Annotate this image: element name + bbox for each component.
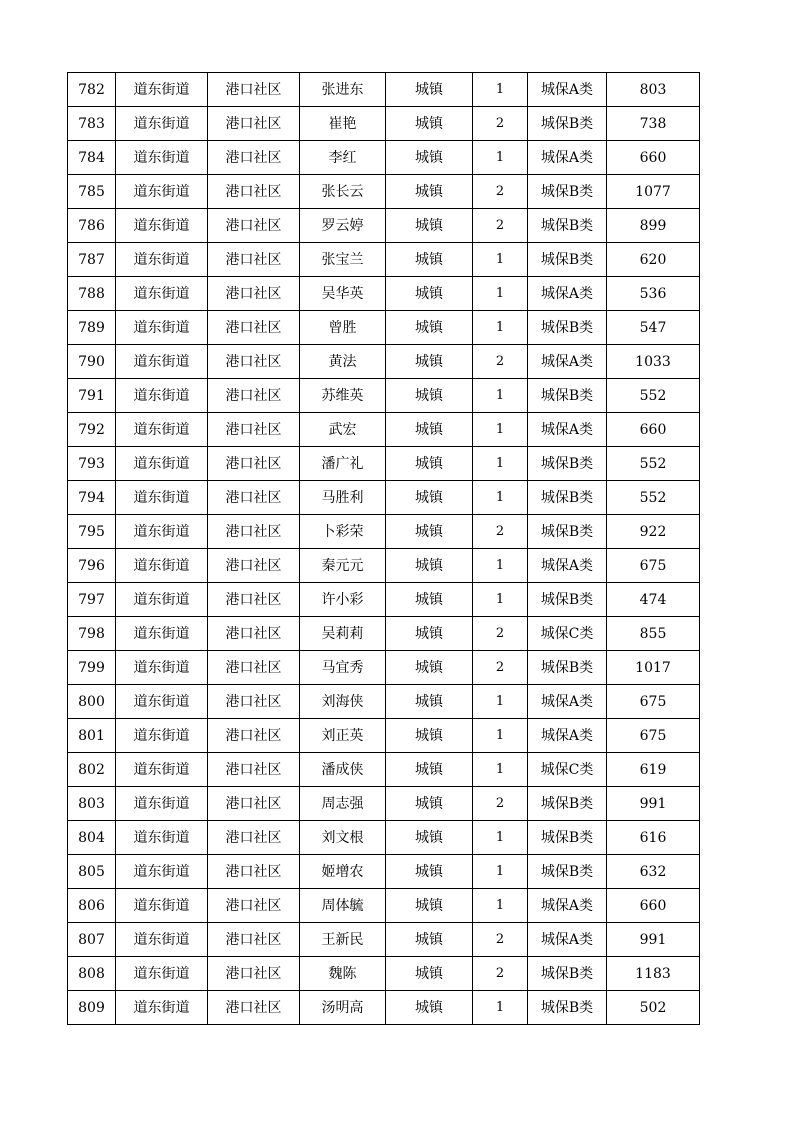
serial-number-cell: 784 — [68, 141, 116, 175]
serial-number-cell: 792 — [68, 413, 116, 447]
household-size-cell: 1 — [473, 277, 528, 311]
name-cell: 张宝兰 — [300, 243, 386, 277]
household-type-cell: 城镇 — [386, 957, 473, 991]
name-cell: 李红 — [300, 141, 386, 175]
household-size-cell: 1 — [473, 855, 528, 889]
household-type-cell: 城镇 — [386, 583, 473, 617]
table-row — [68, 719, 700, 753]
serial-number-cell: 794 — [68, 481, 116, 515]
serial-number-cell: 782 — [68, 73, 116, 107]
subdistrict-cell: 道东街道 — [116, 617, 208, 651]
amount-cell: 552 — [607, 447, 700, 481]
table-row — [68, 481, 700, 515]
serial-number-cell: 801 — [68, 719, 116, 753]
serial-number-cell: 804 — [68, 821, 116, 855]
household-type-cell: 城镇 — [386, 753, 473, 787]
amount-cell: 552 — [607, 481, 700, 515]
table-row — [68, 821, 700, 855]
amount-cell: 660 — [607, 141, 700, 175]
serial-number-cell: 800 — [68, 685, 116, 719]
subdistrict-cell: 道东街道 — [116, 209, 208, 243]
household-size-cell: 1 — [473, 481, 528, 515]
household-size-cell: 1 — [473, 447, 528, 481]
name-cell: 吴华英 — [300, 277, 386, 311]
serial-number-cell: 808 — [68, 957, 116, 991]
community-cell: 港口社区 — [208, 549, 300, 583]
household-type-cell: 城镇 — [386, 345, 473, 379]
subdistrict-cell: 道东街道 — [116, 957, 208, 991]
subdistrict-cell: 道东街道 — [116, 991, 208, 1025]
household-size-cell: 1 — [473, 821, 528, 855]
household-size-cell: 2 — [473, 651, 528, 685]
community-cell: 港口社区 — [208, 345, 300, 379]
serial-number-cell: 790 — [68, 345, 116, 379]
household-type-cell: 城镇 — [386, 617, 473, 651]
assistance-category-cell: 城保B类 — [528, 583, 607, 617]
subdistrict-cell: 道东街道 — [116, 651, 208, 685]
amount-cell: 660 — [607, 413, 700, 447]
table-row — [68, 549, 700, 583]
subdistrict-cell: 道东街道 — [116, 515, 208, 549]
subdistrict-cell: 道东街道 — [116, 243, 208, 277]
name-cell: 刘海侠 — [300, 685, 386, 719]
recipient-table-body — [68, 73, 700, 1025]
name-cell: 潘成侠 — [300, 753, 386, 787]
household-size-cell: 1 — [473, 583, 528, 617]
table-row — [68, 277, 700, 311]
household-size-cell: 2 — [473, 787, 528, 821]
table-row — [68, 651, 700, 685]
household-size-cell: 2 — [473, 209, 528, 243]
household-size-cell: 2 — [473, 957, 528, 991]
serial-number-cell: 783 — [68, 107, 116, 141]
amount-cell: 675 — [607, 719, 700, 753]
table-row — [68, 787, 700, 821]
recipient-table — [67, 72, 700, 1025]
table-row — [68, 617, 700, 651]
community-cell: 港口社区 — [208, 481, 300, 515]
household-type-cell: 城镇 — [386, 719, 473, 753]
amount-cell: 619 — [607, 753, 700, 787]
table-row — [68, 889, 700, 923]
name-cell: 张长云 — [300, 175, 386, 209]
community-cell: 港口社区 — [208, 209, 300, 243]
name-cell: 王新民 — [300, 923, 386, 957]
table-row — [68, 243, 700, 277]
assistance-category-cell: 城保A类 — [528, 345, 607, 379]
household-size-cell: 1 — [473, 685, 528, 719]
amount-cell: 675 — [607, 685, 700, 719]
amount-cell: 899 — [607, 209, 700, 243]
amount-cell: 620 — [607, 243, 700, 277]
household-type-cell: 城镇 — [386, 107, 473, 141]
assistance-category-cell: 城保B类 — [528, 787, 607, 821]
community-cell: 港口社区 — [208, 175, 300, 209]
table-row — [68, 107, 700, 141]
serial-number-cell: 805 — [68, 855, 116, 889]
assistance-category-cell: 城保A类 — [528, 923, 607, 957]
name-cell: 姬增农 — [300, 855, 386, 889]
community-cell: 港口社区 — [208, 379, 300, 413]
community-cell: 港口社区 — [208, 243, 300, 277]
household-size-cell: 2 — [473, 515, 528, 549]
table-row — [68, 685, 700, 719]
amount-cell: 855 — [607, 617, 700, 651]
community-cell: 港口社区 — [208, 651, 300, 685]
community-cell: 港口社区 — [208, 855, 300, 889]
assistance-category-cell: 城保A类 — [528, 277, 607, 311]
community-cell: 港口社区 — [208, 311, 300, 345]
table-row — [68, 209, 700, 243]
assistance-category-cell: 城保B类 — [528, 515, 607, 549]
serial-number-cell: 803 — [68, 787, 116, 821]
table-row — [68, 923, 700, 957]
serial-number-cell: 788 — [68, 277, 116, 311]
subdistrict-cell: 道东街道 — [116, 821, 208, 855]
name-cell: 汤明高 — [300, 991, 386, 1025]
amount-cell: 1183 — [607, 957, 700, 991]
name-cell: 崔艳 — [300, 107, 386, 141]
assistance-category-cell: 城保B类 — [528, 447, 607, 481]
amount-cell: 536 — [607, 277, 700, 311]
community-cell: 港口社区 — [208, 515, 300, 549]
household-size-cell: 2 — [473, 175, 528, 209]
subdistrict-cell: 道东街道 — [116, 787, 208, 821]
amount-cell: 1077 — [607, 175, 700, 209]
table-row — [68, 447, 700, 481]
name-cell: 武宏 — [300, 413, 386, 447]
subdistrict-cell: 道东街道 — [116, 923, 208, 957]
assistance-category-cell: 城保B类 — [528, 175, 607, 209]
household-size-cell: 2 — [473, 923, 528, 957]
assistance-category-cell: 城保A类 — [528, 413, 607, 447]
table-row — [68, 991, 700, 1025]
name-cell: 周体毓 — [300, 889, 386, 923]
serial-number-cell: 798 — [68, 617, 116, 651]
amount-cell: 547 — [607, 311, 700, 345]
household-type-cell: 城镇 — [386, 651, 473, 685]
household-type-cell: 城镇 — [386, 787, 473, 821]
table-row — [68, 73, 700, 107]
subdistrict-cell: 道东街道 — [116, 345, 208, 379]
serial-number-cell: 786 — [68, 209, 116, 243]
assistance-category-cell: 城保B类 — [528, 651, 607, 685]
household-type-cell: 城镇 — [386, 379, 473, 413]
subdistrict-cell: 道东街道 — [116, 379, 208, 413]
name-cell: 吴莉莉 — [300, 617, 386, 651]
household-type-cell: 城镇 — [386, 923, 473, 957]
community-cell: 港口社区 — [208, 719, 300, 753]
household-size-cell: 1 — [473, 379, 528, 413]
community-cell: 港口社区 — [208, 413, 300, 447]
community-cell: 港口社区 — [208, 617, 300, 651]
household-type-cell: 城镇 — [386, 447, 473, 481]
assistance-category-cell: 城保B类 — [528, 243, 607, 277]
community-cell: 港口社区 — [208, 957, 300, 991]
household-size-cell: 2 — [473, 107, 528, 141]
subdistrict-cell: 道东街道 — [116, 889, 208, 923]
amount-cell: 991 — [607, 923, 700, 957]
household-size-cell: 1 — [473, 991, 528, 1025]
assistance-category-cell: 城保A类 — [528, 549, 607, 583]
subdistrict-cell: 道东街道 — [116, 753, 208, 787]
household-type-cell: 城镇 — [386, 141, 473, 175]
assistance-category-cell: 城保A类 — [528, 141, 607, 175]
community-cell: 港口社区 — [208, 685, 300, 719]
name-cell: 张进东 — [300, 73, 386, 107]
name-cell: 潘广礼 — [300, 447, 386, 481]
name-cell: 黄法 — [300, 345, 386, 379]
table-row — [68, 957, 700, 991]
assistance-category-cell: 城保B类 — [528, 311, 607, 345]
table-row — [68, 311, 700, 345]
name-cell: 马胜利 — [300, 481, 386, 515]
subdistrict-cell: 道东街道 — [116, 413, 208, 447]
assistance-category-cell: 城保A类 — [528, 685, 607, 719]
subdistrict-cell: 道东街道 — [116, 481, 208, 515]
household-type-cell: 城镇 — [386, 855, 473, 889]
household-type-cell: 城镇 — [386, 311, 473, 345]
household-type-cell: 城镇 — [386, 821, 473, 855]
name-cell: 刘正英 — [300, 719, 386, 753]
community-cell: 港口社区 — [208, 73, 300, 107]
household-type-cell: 城镇 — [386, 991, 473, 1025]
assistance-category-cell: 城保B类 — [528, 209, 607, 243]
serial-number-cell: 807 — [68, 923, 116, 957]
name-cell: 秦元元 — [300, 549, 386, 583]
assistance-category-cell: 城保C类 — [528, 617, 607, 651]
household-size-cell: 1 — [473, 889, 528, 923]
subdistrict-cell: 道东街道 — [116, 583, 208, 617]
household-type-cell: 城镇 — [386, 73, 473, 107]
assistance-category-cell: 城保B类 — [528, 855, 607, 889]
name-cell: 曾胜 — [300, 311, 386, 345]
subdistrict-cell: 道东街道 — [116, 107, 208, 141]
household-type-cell: 城镇 — [386, 413, 473, 447]
community-cell: 港口社区 — [208, 107, 300, 141]
household-size-cell: 1 — [473, 141, 528, 175]
amount-cell: 1033 — [607, 345, 700, 379]
serial-number-cell: 799 — [68, 651, 116, 685]
household-size-cell: 1 — [473, 753, 528, 787]
household-size-cell: 1 — [473, 243, 528, 277]
assistance-category-cell: 城保B类 — [528, 821, 607, 855]
table-row — [68, 515, 700, 549]
household-type-cell: 城镇 — [386, 243, 473, 277]
amount-cell: 675 — [607, 549, 700, 583]
assistance-category-cell: 城保A类 — [528, 719, 607, 753]
community-cell: 港口社区 — [208, 821, 300, 855]
table-row — [68, 855, 700, 889]
subdistrict-cell: 道东街道 — [116, 719, 208, 753]
assistance-category-cell: 城保C类 — [528, 753, 607, 787]
community-cell: 港口社区 — [208, 447, 300, 481]
serial-number-cell: 785 — [68, 175, 116, 209]
assistance-category-cell: 城保B类 — [528, 481, 607, 515]
table-row — [68, 753, 700, 787]
name-cell: 卜彩荣 — [300, 515, 386, 549]
household-type-cell: 城镇 — [386, 209, 473, 243]
amount-cell: 803 — [607, 73, 700, 107]
amount-cell: 660 — [607, 889, 700, 923]
household-type-cell: 城镇 — [386, 889, 473, 923]
table-row — [68, 175, 700, 209]
community-cell: 港口社区 — [208, 583, 300, 617]
name-cell: 马宜秀 — [300, 651, 386, 685]
household-size-cell: 2 — [473, 617, 528, 651]
household-type-cell: 城镇 — [386, 685, 473, 719]
household-size-cell: 1 — [473, 549, 528, 583]
subdistrict-cell: 道东街道 — [116, 175, 208, 209]
community-cell: 港口社区 — [208, 277, 300, 311]
amount-cell: 991 — [607, 787, 700, 821]
subdistrict-cell: 道东街道 — [116, 141, 208, 175]
amount-cell: 552 — [607, 379, 700, 413]
serial-number-cell: 806 — [68, 889, 116, 923]
subdistrict-cell: 道东街道 — [116, 311, 208, 345]
name-cell: 魏陈 — [300, 957, 386, 991]
serial-number-cell: 787 — [68, 243, 116, 277]
serial-number-cell: 793 — [68, 447, 116, 481]
name-cell: 罗云婷 — [300, 209, 386, 243]
assistance-category-cell: 城保A类 — [528, 889, 607, 923]
assistance-category-cell: 城保B类 — [528, 379, 607, 413]
serial-number-cell: 789 — [68, 311, 116, 345]
community-cell: 港口社区 — [208, 889, 300, 923]
table-row — [68, 583, 700, 617]
assistance-category-cell: 城保A类 — [528, 73, 607, 107]
subdistrict-cell: 道东街道 — [116, 447, 208, 481]
amount-cell: 616 — [607, 821, 700, 855]
subdistrict-cell: 道东街道 — [116, 277, 208, 311]
serial-number-cell: 795 — [68, 515, 116, 549]
name-cell: 周志强 — [300, 787, 386, 821]
amount-cell: 474 — [607, 583, 700, 617]
subdistrict-cell: 道东街道 — [116, 73, 208, 107]
assistance-category-cell: 城保B类 — [528, 991, 607, 1025]
serial-number-cell: 797 — [68, 583, 116, 617]
serial-number-cell: 791 — [68, 379, 116, 413]
name-cell: 刘文根 — [300, 821, 386, 855]
serial-number-cell: 809 — [68, 991, 116, 1025]
household-size-cell: 1 — [473, 719, 528, 753]
serial-number-cell: 802 — [68, 753, 116, 787]
household-size-cell: 1 — [473, 311, 528, 345]
community-cell: 港口社区 — [208, 923, 300, 957]
household-size-cell: 1 — [473, 73, 528, 107]
community-cell: 港口社区 — [208, 141, 300, 175]
table-row — [68, 379, 700, 413]
amount-cell: 632 — [607, 855, 700, 889]
household-size-cell: 1 — [473, 413, 528, 447]
subdistrict-cell: 道东街道 — [116, 685, 208, 719]
household-type-cell: 城镇 — [386, 277, 473, 311]
amount-cell: 1017 — [607, 651, 700, 685]
assistance-category-cell: 城保B类 — [528, 957, 607, 991]
community-cell: 港口社区 — [208, 787, 300, 821]
subdistrict-cell: 道东街道 — [116, 549, 208, 583]
subdistrict-cell: 道东街道 — [116, 855, 208, 889]
household-type-cell: 城镇 — [386, 175, 473, 209]
community-cell: 港口社区 — [208, 991, 300, 1025]
household-type-cell: 城镇 — [386, 515, 473, 549]
amount-cell: 502 — [607, 991, 700, 1025]
name-cell: 苏维英 — [300, 379, 386, 413]
table-row — [68, 413, 700, 447]
household-type-cell: 城镇 — [386, 549, 473, 583]
household-type-cell: 城镇 — [386, 481, 473, 515]
household-size-cell: 2 — [473, 345, 528, 379]
table-row — [68, 345, 700, 379]
amount-cell: 738 — [607, 107, 700, 141]
amount-cell: 922 — [607, 515, 700, 549]
name-cell: 许小彩 — [300, 583, 386, 617]
assistance-category-cell: 城保B类 — [528, 107, 607, 141]
community-cell: 港口社区 — [208, 753, 300, 787]
serial-number-cell: 796 — [68, 549, 116, 583]
table-row — [68, 141, 700, 175]
